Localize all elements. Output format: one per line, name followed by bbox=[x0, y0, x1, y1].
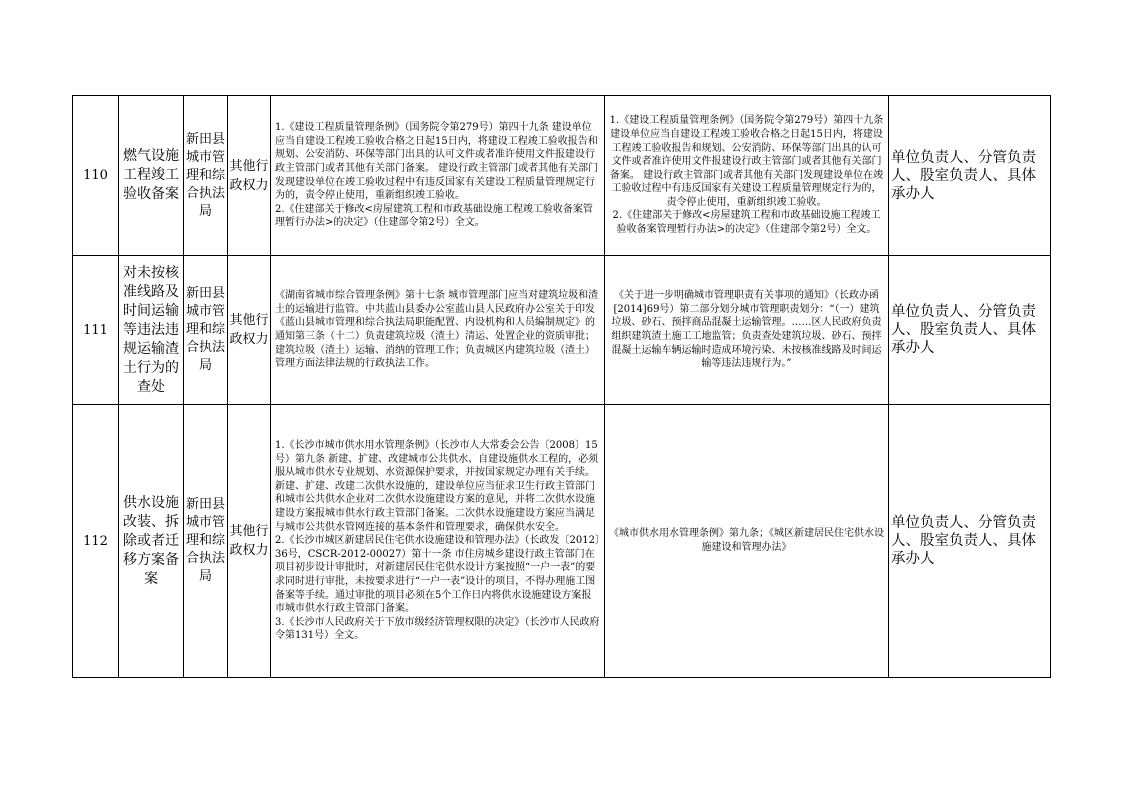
basis-alt-paragraph: 1.《建设工程质量管理条例》（国务院令第279号）第四十九条 建设单位应当自建设工程竣工验收合格之日起15日内，将建设工程竣工验收报告和规划、公安消防、环保等部门出具的认可文件或者准许使用文件报建设行政主管部门或者其他有关部门备案。 建设行政主管部门或者其他有关部门发现建设单位在竣工验收过程中有违反国家有关建设工程质量管理规定行为的，责令停止使用，重新组织竣工验收。 bbox=[609, 115, 884, 208]
table-row bbox=[73, 405, 1051, 678]
basis-paragraph: 2.《住建部关于修改<房屋建筑工程和市政基础设施工程竣工验收备案管理暂行办法>的决定》（住建部令第2号）全文。 bbox=[275, 203, 593, 229]
basis-alt-paragraph: 《关于进一步明确城市管理职责有关事项的通知》（长政办函[2014]69号）第二部分划分城市管理职责划分：“（一）建筑垃圾、砂石、预拌商品混凝土运输管理。……区人民政府负责组织建筑渣土施工工地监管；负责查处建筑垃圾、砂石、预拌混凝土运输车辆运输时造成环境污染、未按核准线路及时间运输等违法违规行为。” bbox=[611, 290, 882, 370]
legal-basis bbox=[271, 96, 605, 256]
department: 新田县城市管理和综合执法局 bbox=[184, 96, 228, 256]
power-type: 其他行政权力 bbox=[228, 256, 271, 405]
item-name: 供水设施改装、拆除或者迁移方案备案 bbox=[119, 405, 184, 678]
basis-paragraph: 1.《长沙市城市供水用水管理条例》（长沙市人大常委会公告〔2008〕15号）第九条 新建、扩建、改建城市公共供水、自建设施供水工程的，必须服从城市供水专业规划、水资源保护要求，并按国家规定办理有关手续。新建、扩建、改建二次供水设施的，建设单位应当征求卫生行政主管部门和城市公共供水企业对二次供水设施建设方案的意见，并将二次供水设施建设方案报城市供水行政主管部门备案。二次供水设施建设方案应当满足与城市公共供水管网连接的基本条件和管理要求，确保供水安全。 bbox=[275, 440, 599, 533]
table-row bbox=[73, 256, 1051, 405]
item-name: 对未按核准线路及时间运输等违法违规运输渣土行为的查处 bbox=[119, 256, 184, 405]
legal-basis-alt bbox=[605, 96, 889, 256]
legal-basis-alt bbox=[605, 405, 889, 678]
basis-paragraph: 2.《长沙市城区新建居民住宅供水设施建设和管理办法》（长政发〔2012〕36号，CSCR-2012-00027）第十一条 市住房城乡建设行政主管部门在项目初步设计审批时，对新建居民住宅供水设计方案按照“一户一表”的要求同时进行审批，未按要求进行“一户一表”设计的项目，不得办理施工图备案等手续。通过审批的项目必须在5个工作日内将供水设施建设方案报市城市供水行政主管部门备案。 bbox=[275, 535, 600, 615]
legal-basis-alt bbox=[605, 256, 889, 405]
basis-alt-paragraph: 《城市供水用水管理条例》第九条；《城区新建居民住宅供水设施建设和管理办法》 bbox=[609, 528, 884, 553]
row-number: 111 bbox=[73, 256, 119, 405]
item-name: 燃气设施工程竣工验收备案 bbox=[119, 96, 184, 256]
department: 新田县城市管理和综合执法局 bbox=[184, 256, 228, 405]
power-type: 其他行政权力 bbox=[228, 96, 271, 256]
basis-paragraph: 3.《长沙市人民政府关于下放市级经济管理权限的决定》（长沙市人民政府令第131号）全文。 bbox=[275, 616, 600, 642]
responsible-persons: 单位负责人、分管负责人、股室负责人、具体承办人 bbox=[889, 96, 1051, 256]
basis-paragraph: 1.《建设工程质量管理条例》（国务院令第279号）第四十九条 建设单位应当自建设工程竣工验收合格之日起15日内，将建设工程竣工验收报告和规划、公安消防、环保等部门出具的认可文件或者准许使用文件报建设行政主管部门或者其他有关部门备案。 建设行政主管部门或者其他有关部门发现建设单位在竣工验收过程中有违反国家有关建设工程质量管理规定行为的，责令停止使用，重新组织竣工验收。 bbox=[275, 122, 599, 202]
basis-alt-paragraph: 2.《住建部关于修改<房屋建筑工程和市政基础设施工程竣工验收备案管理暂行办法>的决定》（住建部令第2号）全文。 bbox=[612, 210, 881, 236]
basis-paragraph: 《湖南省城市综合管理条例》第十七条 城市管理部门应当对建筑垃圾和渣土的运输进行监管。中共蓝山县委办公室蓝山县人民政府办公室关于印发《蓝山县城市管理和综合执法局职能配置、内设机构和人员编制规定》的通知第三条（十二）负责建筑垃圾（渣土）清运、处置企业的资质审批；建筑垃圾（渣土）运输、消纳的管理工作；负责城区内建筑垃圾（渣土）管理方面法律法规的行政执法工作。 bbox=[275, 290, 599, 370]
legal-basis bbox=[271, 405, 605, 678]
row-number: 110 bbox=[73, 96, 119, 256]
department: 新田县城市管理和综合执法局 bbox=[184, 405, 228, 678]
power-list-table bbox=[72, 95, 1051, 678]
legal-basis bbox=[271, 256, 605, 405]
table-row bbox=[73, 96, 1051, 256]
responsible-persons: 单位负责人、分管负责人、股室负责人、具体承办人 bbox=[889, 405, 1051, 678]
power-type: 其他行政权力 bbox=[228, 405, 271, 678]
responsible-persons: 单位负责人、分管负责人、股室负责人、具体承办人 bbox=[889, 256, 1051, 405]
row-number: 112 bbox=[73, 405, 119, 678]
